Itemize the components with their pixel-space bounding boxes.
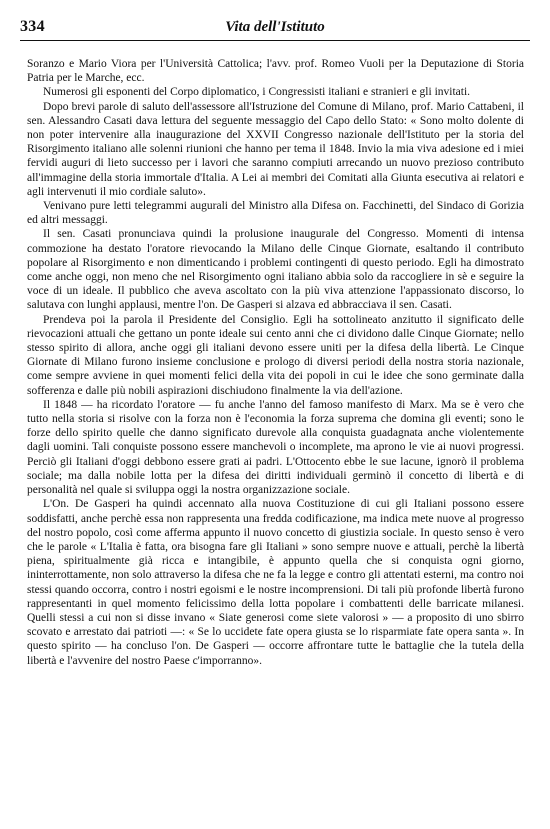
paragraph: Il sen. Casati pronunciava quindi la prolusione inaugurale del Congresso. Momenti di intensa commozione ha destato l'oratore rievocando la Milano delle Cinque Giornate, esaltando il contributo popolare al Risorgimento e non dimenticando i problemi contingenti di questo periodo. Egli ha dimostrato come anche oggi, non meno che nel Risorgimento ogni italiano abbia solo da raccogliere in sè e seguire la voce di un ideale. Il pubblico che aveva ascoltato con la più viva attenzione l'appassionato discorso, lo salutava con lunghi applausi, mentre l'on. De Gasperi si alzava ed abbracciava il sen. Casati. [27, 228, 524, 312]
page-number: 334 [20, 18, 45, 35]
paragraph: Numerosi gli esponenti del Corpo diplomatico, i Congressisti italiani e stranieri e gli invitati. [43, 86, 471, 99]
paragraph: Dopo brevi parole di saluto dell'assessore all'Istruzione del Comune di Milano, prof. Mario Cattabeni, il sen. Alessandro Casati dava lettura del seguente messaggio del Capo dello Stato: « Sono molto dolente di non poter intervenire alla inaugurazione del XXVII Congresso nazionale dell'Istituto per la storia del Risorgimento italiano alle solenni riunioni che hanno per tema il 1848. Invio la mia viva adesione ed i miei fervidi auguri di lieto successo per i lavori che saranno compiuti arrecando un nuovo prezioso contributo all'immagine della storia immortale d'Italia. A Lei ai membri dei Comitati alla Giunta esecutiva ai relatori e agli intervenuti il mio cordiale saluto». [27, 100, 524, 198]
paragraph: Prendeva poi la parola il Presidente del Consiglio. Egli ha sottolineato anzitutto il significato delle rievocazioni attuali che gettano un ponte ideale sui cento anni che ci dividono dalle Cinque Giornate; nello stesso spirito di allora, anche oggi gli italiani devono essere uniti per la difesa della libertà. Le Cinque Giornate di Milano furono insieme conclusione e prologo di diversi periodi della nostra storia nazionale, come sempre avviene in quei momenti felici della vita dei popoli in cui le idee che sono germinate dalla sofferenza e dalle più nobili aspirazioni dischiudono finalmente la via dell'azione. [27, 313, 524, 397]
running-title: Vita dell'Istituto [225, 19, 325, 35]
paragraph: Venivano pure letti telegrammi augurali del Ministro alla Difesa on. Facchinetti, del Sindaco di Gorizia ed altri messaggi. [27, 200, 524, 227]
paragraph: Il 1848 — ha ricordato l'oratore — fu anche l'anno del famoso manifesto di Marx. Ma se è vero che tutto nella storia si risolve con la forza non è l'economia la forza suprema che domina gli eventi; sono le forze dello spirito quelle che danno significato durevole alla conquista guadagnata anche violentemente dagli uomini. Tali conquiste possono essere manchevoli o incomplete, ma aprono le vie ai nuovi progressi. Perciò gli Italiani d'oggi debbono essere grati ai padri. L'Ottocento ebbe le sue lacune, ignorò il problema sociale; ma dalla nobile lotta per la difesa dei diritti individuali germinò il concetto di libertà e di personalità nel quale si sviluppa oggi la nostra organizzazione sociale. [27, 398, 524, 497]
header-rule [20, 40, 530, 41]
running-header [20, 14, 530, 38]
paragraph: L'On. De Gasperi ha quindi accennato alla nuova Costituzione di cui gli Italiani possono essere soddisfatti, anche perchè essa non rappresenta una fredda codificazione, ma indica mete nuove al progresso del nostro popolo, così come afferma appunto il nuovo concetto di giustizia sociale. In questo senso è vero che le parole « L'Italia è fatta, ora bisogna fare gli Italiani » sono sempre nuove e attuali, perchè la libertà piena, spiritualmente già ricca e intangibile, è appunto quella che si conquista ogni giorno, ininterrottamente, non solo attraverso la difesa che ne fa la legge e contro gli attentati esterni, ma contro noi stessi quando occorra, contro i nostri egoismi e le nostre incomprensioni. Di tali più profonde libertà furono rappresentanti in quel momento felicissimo della lotta popolare i combattenti delle barricate milanesi. Quelli stessi a cui non si disse invano « Siate generosi come siete valorosi » — a proposito di uno sbirro scovato e arrestato dai patrioti —: « Se lo uccidete fate opera giusta se lo risparmiate fate opera santa ». In questo spirito — ha concluso l'on. De Gasperi — occorre affrontare tutte le battaglie che la tutela della libertà e l'avvenire del nostro Paese c'imporranno». [27, 498, 524, 667]
body-text [27, 57, 524, 668]
paragraph: Soranzo e Mario Viora per l'Università Cattolica; l'avv. prof. Romeo Vuoli per la Deputazione di Storia Patria per le Marche, ecc. [27, 58, 524, 85]
